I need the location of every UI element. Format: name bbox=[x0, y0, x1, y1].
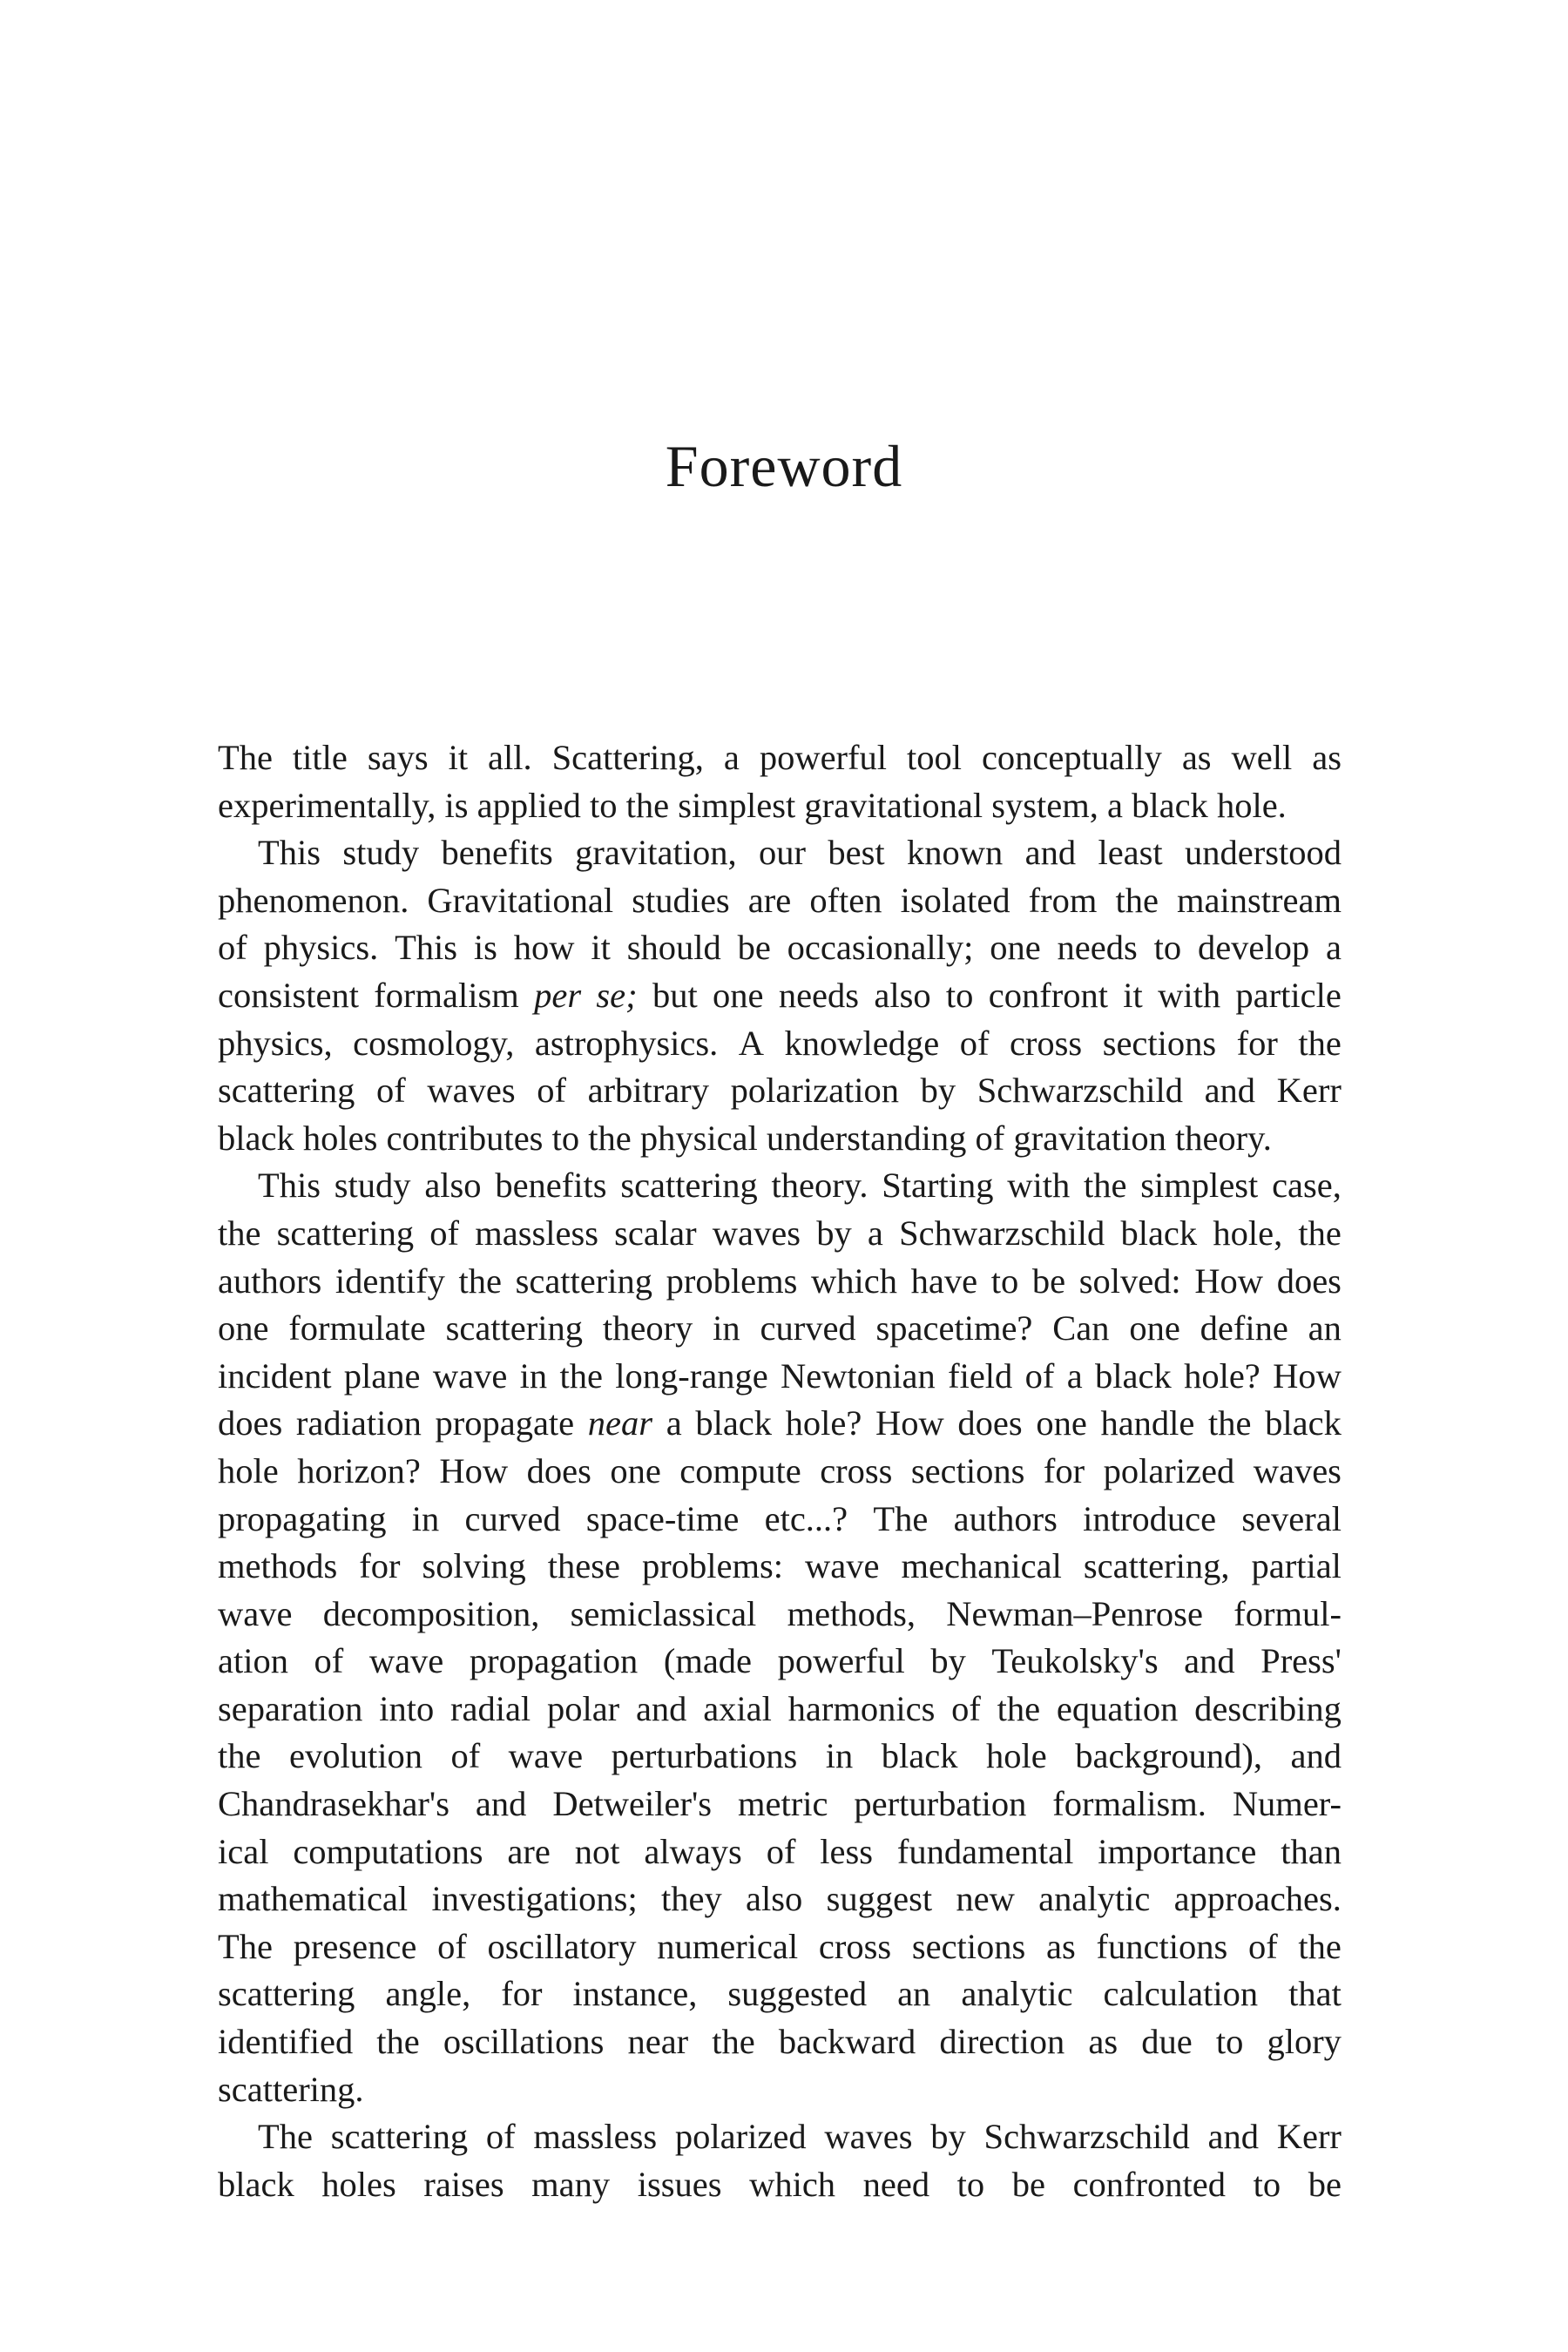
text-line: propagating in curved space-time etc...? The authors introduce several bbox=[218, 1498, 1342, 1538]
text-line: The title says it all. Scattering, a powerful tool conceptually as well as bbox=[218, 738, 1342, 777]
text-line: physics, cosmology, astrophysics. A knowledge of cross sections for the bbox=[218, 1023, 1342, 1063]
text-line: hole horizon? How does one compute cross sections for polarized waves bbox=[218, 1450, 1342, 1490]
text-line: scattering of waves of arbitrary polarization by Schwarzschild and Kerr bbox=[218, 1071, 1342, 1111]
text-line: the evolution of wave perturbations in black hole background), and bbox=[218, 1736, 1342, 1776]
text-line: black holes contributes to the physical understanding of gravitation theory. bbox=[218, 1118, 1272, 1158]
text-line: methods for solving these problems: wave mechanical scattering, partial bbox=[218, 1546, 1342, 1586]
text-line: one formulate scattering theory in curved spacetime? Can one define an bbox=[218, 1308, 1342, 1348]
text-line: The scattering of massless polarized waves by Schwarzschild and Kerr bbox=[258, 2117, 1342, 2157]
text-line: experimentally, is applied to the simplest gravitational system, a black hole. bbox=[218, 785, 1287, 825]
text-line: phenomenon. Gravitational studies are often isolated from the mainstream bbox=[218, 880, 1342, 920]
text-line: Chandrasekhar's and Detweiler's metric perturbation formalism. Numer- bbox=[218, 1784, 1342, 1824]
text-line: The presence of oscillatory numerical cross sections as functions of the bbox=[218, 1926, 1342, 1966]
text-line: of physics. This is how it should be occasionally; one needs to develop a bbox=[218, 928, 1342, 968]
text-line: identified the oscillations near the backward direction as due to glory bbox=[218, 2022, 1342, 2062]
text-line: separation into radial polar and axial harmonics of the equation describing bbox=[218, 1688, 1342, 1728]
text-line: the scattering of massless scalar waves by a Schwarzschild black hole, the bbox=[218, 1213, 1342, 1253]
text-line: scattering. bbox=[218, 2069, 364, 2109]
text-line: authors identify the scattering problems which have to be solved: How does bbox=[218, 1260, 1342, 1301]
text-line: consistent formalism per se; but one needs also to confront it with particle bbox=[218, 975, 1342, 1015]
text-line: scattering angle, for instance, suggested an analytic calculation that bbox=[218, 1974, 1342, 2014]
text-line: wave decomposition, semiclassical methods, Newman–Penrose formul- bbox=[218, 1593, 1342, 1633]
text-line: does radiation propagate near a black hole? How does one handle the black bbox=[218, 1403, 1342, 1443]
text-line: mathematical investigations; they also suggest new analytic approaches. bbox=[218, 1879, 1342, 1919]
text-line: This study also benefits scattering theory. Starting with the simplest case, bbox=[258, 1166, 1342, 1206]
foreword-body bbox=[218, 734, 1342, 2208]
text-line: incident plane wave in the long-range Newtonian field of a black hole? How bbox=[218, 1355, 1342, 1396]
text-line: black holes raises many issues which need to be confronted to be bbox=[218, 2164, 1342, 2204]
page-title: Foreword bbox=[665, 433, 903, 499]
text-line: ation of wave propagation (made powerful by Teukolsky's and Press' bbox=[218, 1641, 1342, 1681]
text-line: This study benefits gravitation, our best known and least understood bbox=[258, 833, 1342, 873]
text-line: ical computations are not always of less fundamental importance than bbox=[218, 1831, 1342, 1871]
